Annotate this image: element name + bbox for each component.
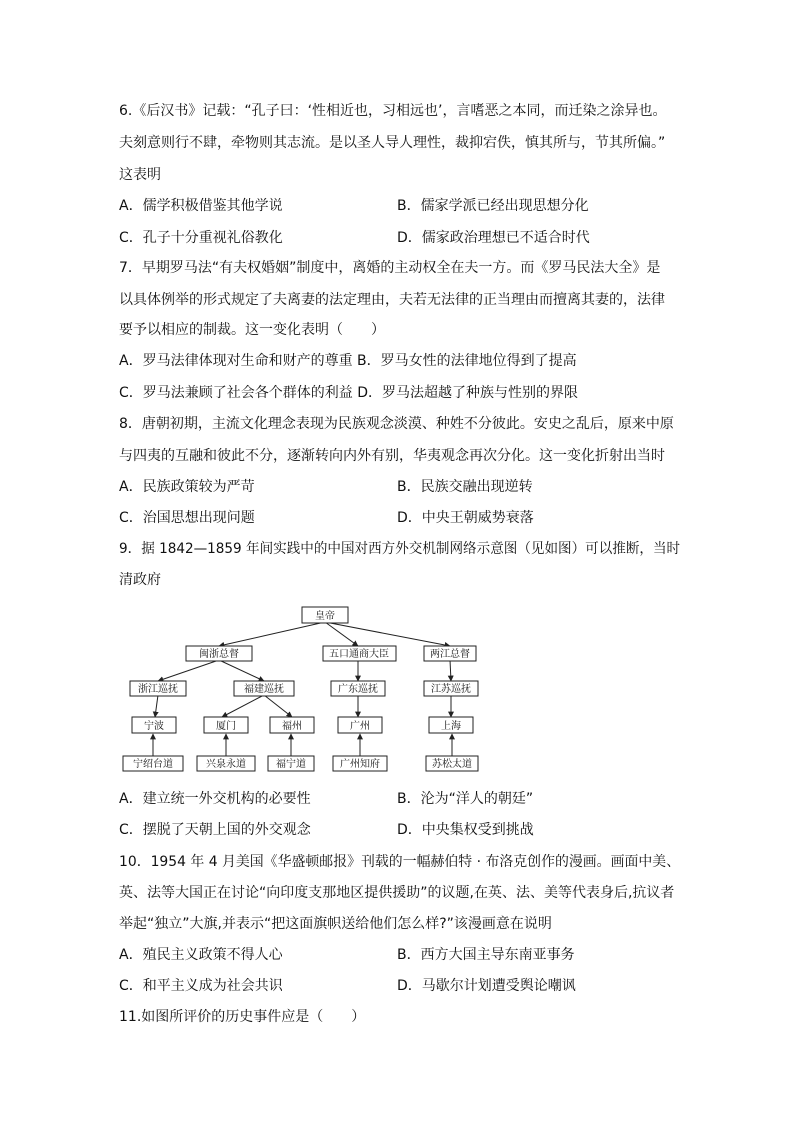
governor-label: 浙江巡抚: [138, 684, 178, 695]
q10-option-d: D．马歇尔计划遭受舆论嘲讽: [397, 978, 576, 994]
local-label: 宁绍台道: [133, 759, 173, 770]
viceroy-label: 闽浙总督: [199, 649, 239, 660]
q6-option-b: B．儒家学派已经出现思想分化: [397, 198, 589, 214]
q11-stem-line-1: 11.如图所评价的历史事件应是（ ）: [119, 1009, 366, 1025]
q10-option-a: A．殖民主义政策不得人心: [119, 947, 283, 963]
local-label: 福宁道: [276, 759, 306, 770]
port-label: 厦门: [216, 721, 236, 732]
viceroy-label: 五口通商大臣: [329, 649, 389, 660]
local-label: 广州知府: [340, 759, 380, 770]
port-label: 宁波: [144, 721, 164, 732]
q8-option-c: C．治国思想出现问题: [119, 510, 255, 526]
q8-stem-line-1: 8．唐朝初期，主流文化理念表现为民族观念淡漠、种姓不分彼此。安史之乱后，原来中原: [119, 416, 674, 432]
q9-option-c: C．摆脱了天朝上国的外交观念: [119, 822, 311, 838]
q7-option-ab: A．罗马法律体现对生命和财产的尊重 B．罗马女性的法律地位得到了提高: [119, 353, 577, 369]
q6-stem-line-1: 6.《后汉书》记载：“孔子曰：‘性相近也，习相远也’，言嗜恶之本同，而迁染之涂异也。: [119, 103, 667, 119]
q6-option-a: A．儒学积极借鉴其他学说: [119, 198, 283, 214]
q7-option-cd: C．罗马法兼顾了社会各个群体的利益 D．罗马法超越了种族与性别的界限: [119, 385, 579, 401]
port-label: 广州: [350, 721, 370, 732]
q8-option-b: B．民族交融出现逆转: [397, 479, 533, 495]
q6-option-d: D．儒家政治理想已不适合时代: [397, 230, 590, 246]
q6-stem-line-3: 这表明: [119, 167, 161, 183]
q7-stem-line-1: 7．早期罗马法“有夫权婚姻”制度中，离婚的主动权全在夫一方。而《罗马民法大全》是: [119, 260, 661, 276]
port-label: 福州: [282, 721, 302, 732]
local-label: 兴泉永道: [206, 759, 246, 770]
q10-option-c: C．和平主义成为社会共识: [119, 978, 283, 994]
governor-label: 广东巡抚: [338, 684, 378, 695]
q8-stem-line-2: 与四夷的互融和彼此不分，逐渐转向内外有别，华夷观念再次分化。这一变化折射出当时: [119, 448, 665, 464]
q6-stem-line-2: 夫刻意则行不肆，牵物则其志流。是以圣人导人理性，裁抑宕佚，慎其所与，节其所偏。”: [119, 135, 666, 151]
q10-stem-line-3: 举起“独立”大旗,并表示“把这面旗帜送给他们怎么样?”该漫画意在说明: [119, 916, 552, 932]
viceroy-label: 两江总督: [430, 649, 470, 660]
governor-label: 福建巡抚: [244, 684, 284, 695]
q6-option-c: C．孔子十分重视礼俗教化: [119, 230, 283, 246]
q8-option-a: A．民族政策较为严苛: [119, 479, 255, 495]
q9-stem-line-2: 清政府: [119, 572, 161, 588]
governor-label: 江苏巡抚: [431, 684, 471, 695]
q8-option-d: D．中央王朝威势衰落: [397, 510, 534, 526]
q9-option-d: D．中央集权受到挑战: [397, 822, 534, 838]
q7-stem-line-3: 要予以相应的制裁。这一变化表明（ ）: [119, 322, 385, 338]
q10-stem-line-2: 英、法等大国正在讨论“向印度支那地区提供援助”的议题,在英、法、美等代表身后,抗议者: [119, 885, 675, 901]
port-label: 上海: [441, 721, 461, 732]
local-label: 苏松太道: [432, 759, 472, 770]
q7-stem-line-2: 以具体例举的形式规定了夫离妻的法定理由，夫若无法律的正当理由而擅离其妻的，法律: [119, 292, 665, 308]
q9-option-b: B．沦为“洋人的朝廷”: [397, 791, 534, 807]
q9-option-a: A．建立统一外交机构的必要性: [119, 791, 311, 807]
q10-option-b: B．西方大国主导东南亚事务: [397, 947, 575, 963]
q10-stem-line-1: 10．1954 年 4 月美国《华盛顿邮报》刊载的一幅赫伯特 · 布洛克创作的漫画。画面中美、: [119, 854, 681, 870]
emperor-label: 皇帝: [315, 611, 335, 622]
q9-stem-line-1: 9．据 1842—1859 年间实践中的中国对西方外交机制网络示意图（见如图）可以推断，当时: [119, 541, 681, 557]
